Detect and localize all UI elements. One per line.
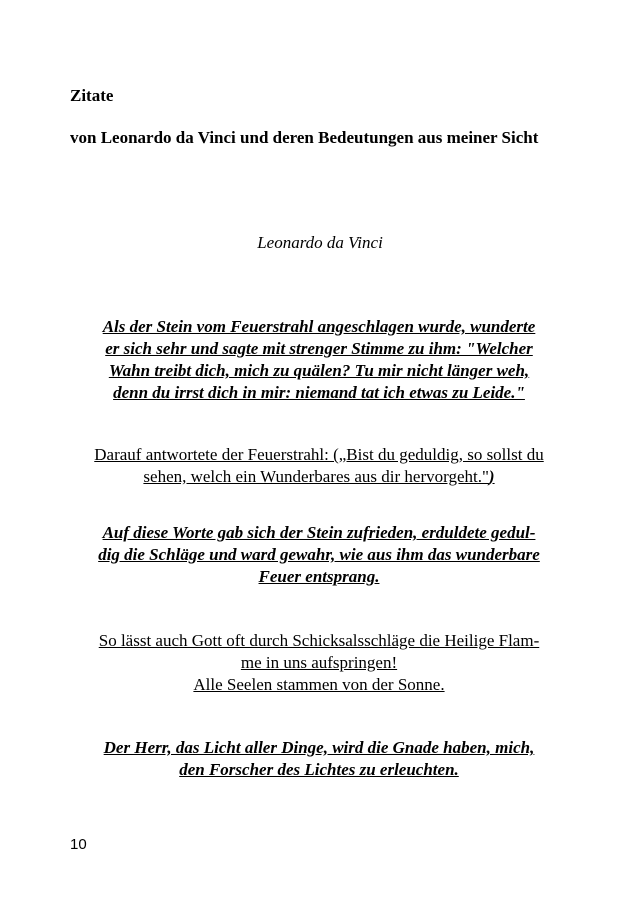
text-line: Der Herr, das Licht aller Dinge, wird die Gnade haben, mich, <box>103 738 535 757</box>
text-line: den Forscher des Lichtes zu erleuchten. <box>179 760 459 779</box>
page-number: 10 <box>70 836 87 853</box>
quote-paragraph-fire <box>64 522 574 588</box>
quote-paragraph-stone <box>64 316 574 404</box>
text-line: dig die Schläge und ward gewahr, wie aus ihm das wunderbare <box>98 545 540 564</box>
author-name: Leonardo da Vinci <box>257 233 383 252</box>
page-title: Zitate <box>70 86 114 105</box>
text-line: er sich sehr und sagte mit strenger Stimme zu ihm: "Welcher <box>105 339 533 358</box>
text-line: Alle Seelen stammen von der Sonne. <box>193 675 445 694</box>
text-line: me in uns aufspringen! <box>240 653 398 672</box>
text-line <box>64 466 574 488</box>
text-line: Auf diese Worte gab sich der Stein zufrieden, erduldete gedul- <box>102 523 536 542</box>
interpretation-paragraph <box>64 630 574 696</box>
text-line: So lässt auch Gott oft durch Schicksalsschläge die Heilige Flam- <box>98 631 540 650</box>
closing-parenthesis: ) <box>488 467 495 486</box>
quote-paragraph-light <box>64 737 574 781</box>
text-line: Darauf antwortete der Feuerstrahl: („Bist du geduldig, so sollst du <box>94 445 544 464</box>
text-line: Feuer entsprang. <box>258 567 380 586</box>
text-segment: sehen, welch ein Wunderbares aus dir hervorgeht." <box>143 467 489 486</box>
text-line: denn du irrst dich in mir: niemand tat ich etwas zu Leide." <box>113 383 525 402</box>
text-line: Als der Stein vom Feuerstrahl angeschlagen wurde, wunderte <box>102 317 536 336</box>
text-line: Wahn treibt dich, mich zu quälen? Tu mir nicht länger weh, <box>108 361 530 380</box>
quote-paragraph-reply <box>64 444 574 488</box>
page-subtitle: von Leonardo da Vinci und deren Bedeutungen aus meiner Sicht <box>70 128 539 147</box>
